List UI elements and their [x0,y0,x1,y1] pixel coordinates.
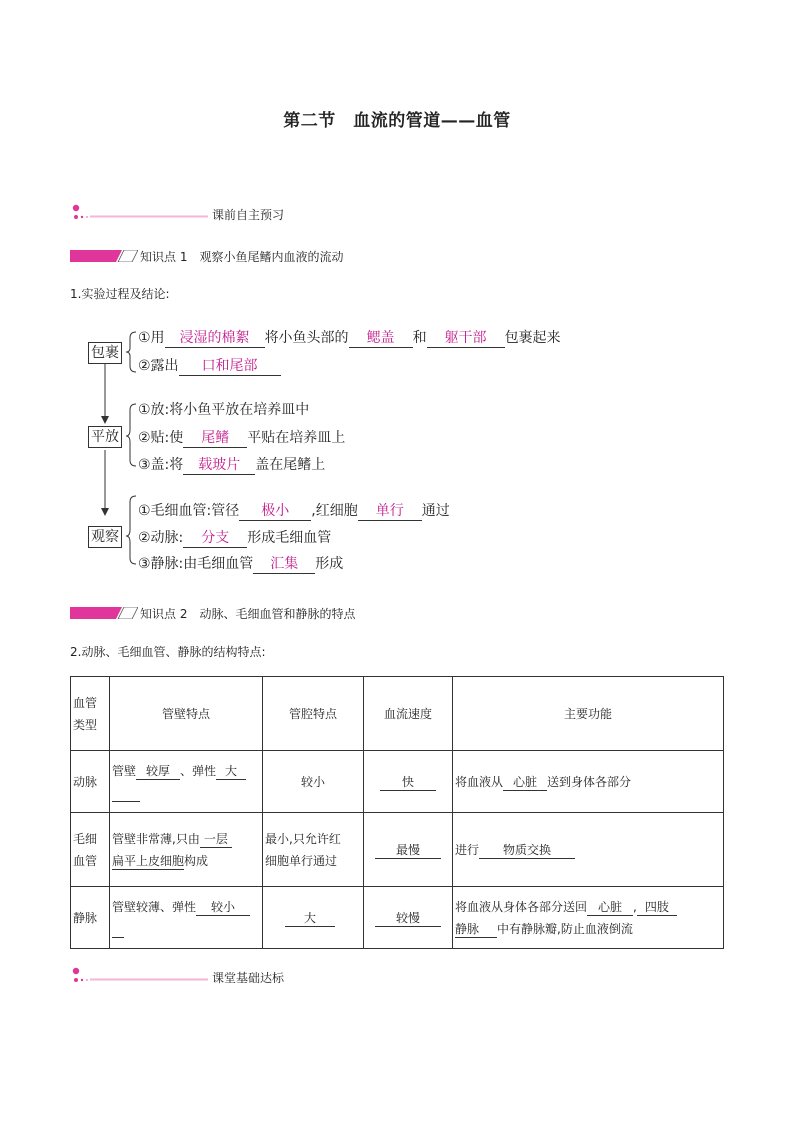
text: ③盖:将 [138,457,184,473]
cell-type: 静脉 [71,887,110,949]
text: 盖在尾鳍上 [255,457,326,473]
text: 包裹起来 [504,330,561,346]
text: ①用 [138,330,165,346]
answer-blank: 快 [380,775,436,791]
answer-blank: 静脉 [455,922,497,938]
answer-blank: 大 [216,764,246,780]
answer-blank: 较小 [196,900,250,916]
header-cell-speed: 血流速度 [364,677,453,751]
text: , [633,899,637,914]
answer-blank: 最慢 [375,843,441,859]
answer-blank: 较厚 [136,764,180,780]
cell-wall [110,751,263,813]
text: 将血液从 [455,774,504,789]
cell-function [453,751,724,813]
answer-blank: 鳃盖 [349,330,413,348]
answer-blank: 一层 [200,832,232,848]
text: 最小,只允许红 [265,831,341,846]
cell-function [453,887,724,949]
text: 中有静脉瓣,防止血液倒流 [497,921,633,936]
knowledge-point-2 [70,605,490,621]
text: 和 [412,330,427,346]
text: ③静脉:由毛细血管 [138,556,254,572]
section-title: 课前自主预习 [212,208,285,222]
header-cell-wall: 管壁特点 [110,677,263,751]
text: 类型 [73,717,98,732]
text: 形成毛细血管 [247,530,332,546]
wrap-line-2 [138,356,281,376]
answer-blank: 四肢 [637,900,677,916]
observe-line-2 [138,528,331,548]
answer-blank: 物质交换 [479,843,575,859]
text: 平贴在培养皿上 [247,430,346,446]
text: 构成 [184,853,209,868]
cell-wall [110,887,263,949]
lay-line-3 [138,455,325,475]
text: 进行 [455,842,480,857]
text: 通过 [421,503,450,519]
cell-type: 动脉 [71,751,110,813]
cell-speed [364,751,453,813]
text: 将小鱼头部的 [264,330,349,346]
text: 形成 [315,556,344,572]
text: 管壁 [112,763,137,778]
cell-wall [110,813,263,887]
text: ①毛细血管:管径 [138,503,240,519]
cell-speed [364,887,453,949]
wrap-line-1 [138,328,561,348]
answer-blank: 分支 [183,530,247,548]
answer-blank: 扁平上皮细胞 [112,853,185,868]
knowledge-badge-icon [70,250,138,262]
text: 细胞单行通过 [265,853,338,868]
answer-blank: 心脏 [587,900,633,916]
answer-blank: 尾鳍 [183,430,247,448]
knowledge-point-label: 知识点 1 观察小鱼尾鳍内血液的流动 [140,250,344,264]
answer-blank: 浸湿的棉絮 [165,330,265,348]
knowledge-point-label: 知识点 2 动脉、毛细血管和静脉的特点 [140,607,356,621]
text: 血管 [73,695,98,710]
vessel-comparison-table [70,676,724,949]
cell-lumen [263,813,364,887]
answer-blank: 大 [285,911,335,927]
section-title: 课堂基础达标 [212,971,285,985]
observe-line-1 [138,501,450,521]
section-dots-decoration [70,203,210,223]
section-dots-decoration [70,966,210,986]
text: 毛细 [73,831,98,846]
text: 送到身体各部分 [547,774,632,789]
step-lay-flat-box: 平放 [88,426,122,448]
text: 管壁非常薄,只由 [112,831,200,846]
cell-function [453,813,724,887]
cell-type [71,813,110,887]
item-2-heading: 2.动脉、毛细血管、静脉的结构特点: [70,645,266,659]
cell-lumen [263,887,364,949]
answer-blank: 汇集 [253,556,315,574]
answer-blank: 躯干部 [427,330,505,348]
text: 将血液从身体各部分送回 [455,899,588,914]
header-cell-function: 主要功能 [453,677,724,751]
experiment-flow-diagram [74,318,714,583]
step-wrap-box: 包裹 [88,342,122,364]
knowledge-badge-icon [70,607,138,619]
answer-blank: 单行 [358,503,422,521]
cell-speed [364,813,453,887]
table-header-row [71,677,724,751]
section-header-class [70,966,470,986]
text: 血管 [73,853,98,868]
page-title: 第二节 血流的管道——血管 [283,111,511,131]
text: ②动脉: [138,530,184,546]
answer-blank: 载玻片 [183,457,255,475]
cell-lumen: 较小 [263,751,364,813]
table-row [71,887,724,949]
knowledge-point-1 [70,248,470,264]
step-observe-box: 观察 [88,526,122,548]
observe-line-3 [138,554,343,574]
text: 管壁较薄、弹性 [112,899,197,914]
lay-line-2 [138,428,345,448]
text: ②贴:使 [138,430,184,446]
answer-blank: 较慢 [375,911,441,927]
item-1-heading: 1.实验过程及结论: [70,287,170,301]
lay-line-1: ①放:将小鱼平放在培养皿中 [138,402,310,418]
header-cell-lumen: 管腔特点 [263,677,364,751]
header-cell-type [71,677,110,751]
answer-blank: 口和尾部 [179,358,281,376]
table-row [71,751,724,813]
section-header-preview [70,203,470,223]
text: 、弹性 [180,763,217,778]
answer-blank: 心脏 [503,775,547,791]
text: ,红细胞 [311,503,358,519]
text: ②露出 [138,358,179,374]
answer-blank: 极小 [239,503,311,521]
table-row [71,813,724,887]
